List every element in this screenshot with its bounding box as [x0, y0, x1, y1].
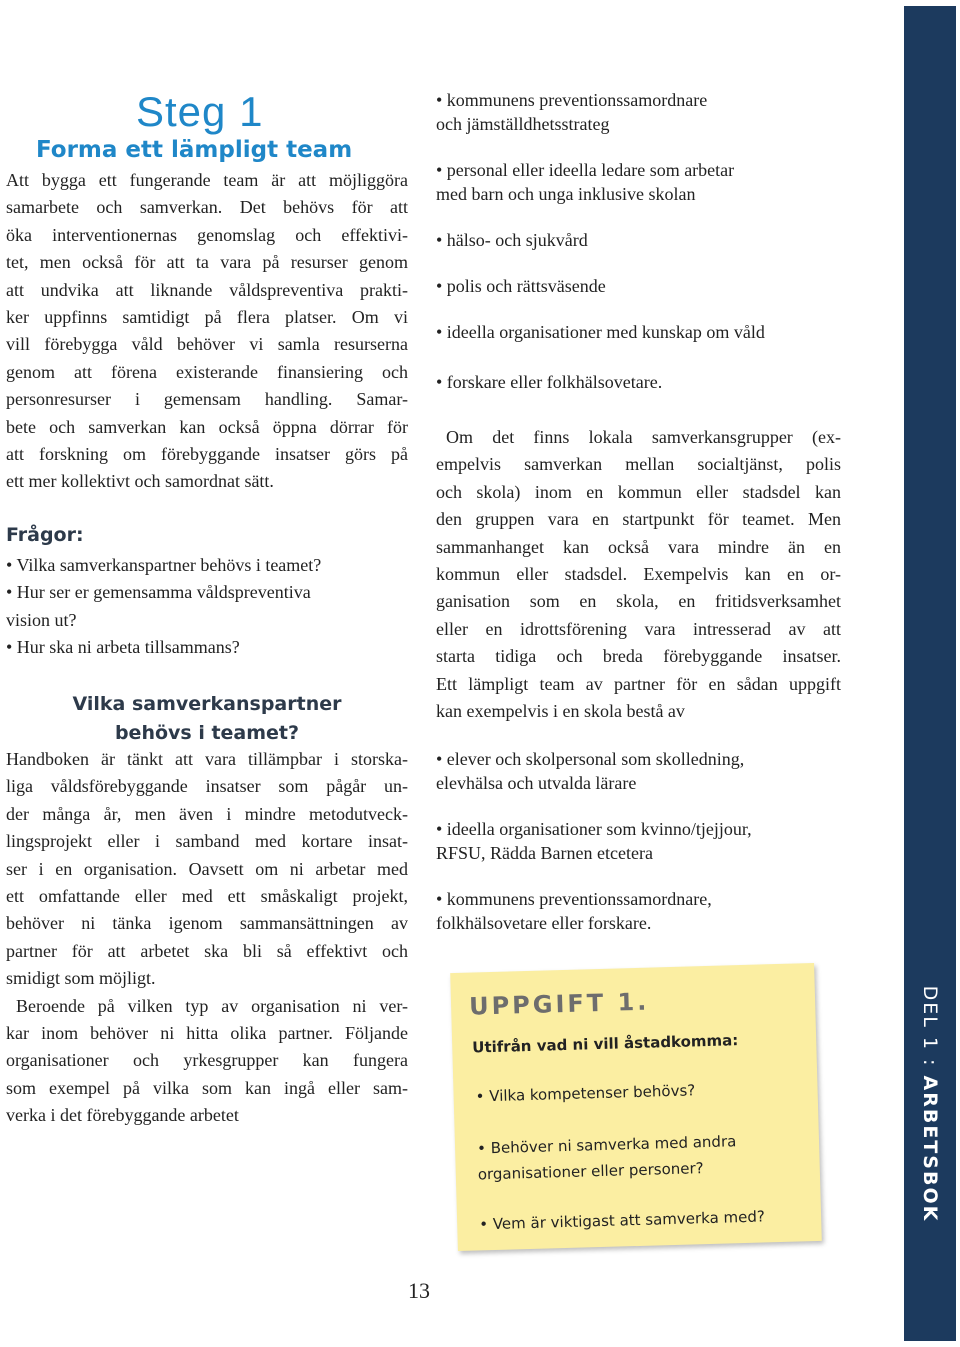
text-line: Handboken är tänkt att vara tillämpbar i storska-: [6, 749, 408, 769]
list-item-line: • ideella organisationer som kvinno/tjejjour,: [436, 819, 752, 839]
task-item: organisationer eller personer?: [477, 1159, 704, 1184]
list-item-line: • kommunens preventionssamordnare,: [436, 889, 712, 909]
partner-list-2: [436, 747, 846, 935]
text-line: starta tidiga och breda förebyggande insatser.: [436, 646, 841, 667]
page-number: 13: [408, 1278, 430, 1303]
list-item-line: med barn och unga inklusive skolan: [436, 184, 696, 204]
list-item: [436, 88, 846, 136]
question-item: vision ut?: [6, 609, 77, 630]
task-subtitle: Utifrån vad ni vill åstadkomma:: [472, 1031, 739, 1057]
local-groups-paragraph: [436, 424, 841, 725]
list-item: [436, 158, 846, 206]
text-line: bete och samverkan kan också öppna dörrar för: [6, 416, 408, 437]
text-line: sammanhanget kan också vara mindre än en: [436, 536, 841, 557]
partner-list-1: [436, 88, 846, 394]
text-line: kommun eller stadsdel. Exempelvis kan en or-: [436, 564, 841, 585]
list-item-line: • kommunens preventionssamordnare: [436, 90, 708, 110]
text-line: kan exempelvis i en skola bestå av: [436, 701, 685, 722]
task-item: • Behöver ni samverka med andra: [476, 1132, 737, 1158]
section-heading-line-1: Vilka samverkanspartner: [72, 693, 342, 715]
text-line: partner för att arbetet ska bli så effektivt och: [6, 940, 408, 961]
step-title: Steg 1: [136, 88, 264, 135]
text-line: liga våldsförebyggande insatser som pågår un-: [6, 776, 408, 797]
text-line: öka interventionernas genomslag och effektivi-: [6, 224, 408, 245]
list-item-line: • elever och skolpersonal som skolledning,: [436, 749, 745, 769]
text-line: som exempel på vilka som kan ingå eller sam-: [6, 1077, 408, 1098]
text-line: Beroende på vilken typ av organisation ni ver-: [16, 995, 408, 1016]
text-line: samarbete och samverkan. Det behövs för att: [6, 197, 408, 218]
list-item-line: • hälso- och sjukvård: [436, 230, 588, 250]
text-line: personresurser i gemensam handling. Samar-: [6, 389, 408, 410]
text-line: empelvis samverkan mellan socialtjänst, polis: [436, 454, 841, 475]
body-paragraph: [6, 746, 408, 1130]
task-item: • Vilka kompetenser behövs?: [475, 1081, 696, 1106]
text-line: tet, men också för att ta vara på resurser genom: [6, 252, 408, 273]
text-line: organisationer och yrkesgrupper kan fungera: [6, 1050, 408, 1071]
section-heading-line-2: behövs i teamet?: [114, 722, 300, 744]
text-line: att forskning om förebyggande insatser görs på: [6, 444, 408, 465]
text-line: ett mer kollektivt och samordnat sätt.: [6, 471, 274, 492]
sidebar-label: [919, 986, 941, 1223]
task-item: • Vem är viktigast att samverka med?: [478, 1207, 766, 1234]
text-line: eller en idrottsförening vara intresserad av att: [436, 618, 841, 639]
text-line: att undvika att liknande våldspreventiva prakti-: [6, 279, 408, 300]
text-line: lingsprojekt eller i samband med kortare insat-: [6, 831, 408, 852]
list-item: [436, 817, 846, 865]
question-item: • Hur ska ni arbeta tillsammans?: [6, 637, 240, 658]
list-item: [436, 320, 846, 344]
list-item-line: RFSU, Rädda Barnen etcetera: [436, 843, 653, 863]
text-line: ker uppfinns samtidigt på flera platser. Om vi: [6, 307, 408, 328]
section-heading: [6, 690, 408, 748]
questions-heading: Frågor:: [6, 524, 84, 546]
text-line: smidigt som möjligt.: [6, 968, 156, 989]
text-line: der många år, men även i mindre metodutveck-: [6, 803, 408, 824]
text-line: och skola) inom en kommun eller stadsdel kan: [436, 481, 841, 502]
list-item-line: och jämställdhetsstrateg: [436, 114, 610, 134]
question-item: • Vilka samverkanspartner behövs i teamet?: [6, 555, 322, 575]
text-line: behöver ni tänka igenom sammansättningen av: [6, 913, 408, 934]
sidebar-part: DEL 1 :: [919, 985, 941, 1068]
task-title: UPPGIFT 1.: [468, 987, 650, 1021]
step-subtitle: Forma ett lämpligt team: [36, 137, 353, 163]
list-item-line: folkhälsovetare eller forskare.: [436, 913, 652, 933]
text-line: vill förebygga våld behöver vi samla resurserna: [6, 334, 408, 355]
list-item-line: elevhälsa och utvalda lärare: [436, 773, 637, 793]
list-item-line: • ideella organisationer med kunskap om våld: [436, 322, 765, 342]
intro-paragraph: [6, 167, 408, 496]
text-line: ganisation som en skola, en fritidsverksamhet: [436, 591, 841, 612]
list-item: [436, 747, 846, 795]
text-line: Om det finns lokala samverkansgrupper (ex-: [446, 427, 841, 447]
text-line: Ett lämpligt team av partner för en sådan uppgift: [436, 673, 841, 694]
text-line: ett omfattande eller med ett småskaligt projekt,: [6, 886, 408, 907]
list-item: [436, 228, 846, 252]
list-item: [436, 274, 846, 298]
question-item: • Hur ser er gemensamma våldspreventiva: [6, 582, 311, 603]
task-note: [450, 963, 822, 1251]
text-line: Att bygga ett fungerande team är att möjliggöra: [6, 170, 408, 190]
text-line: verka i det förebyggande arbetet: [6, 1105, 239, 1126]
questions-list: [6, 552, 408, 662]
text-line: genom att förena existerande finansiering och: [6, 361, 408, 382]
list-item-line: • personal eller ideella ledare som arbetar: [436, 160, 735, 180]
text-line: den gruppen vara en startpunkt för teamet. Men: [436, 509, 841, 530]
text-line: kar inom behöver ni hitta olika partner. Följande: [6, 1023, 408, 1044]
list-item: [436, 370, 846, 394]
list-item: [436, 887, 846, 935]
text-line: ser i en organisation. Oavsett om ni arbetar med: [6, 858, 408, 879]
list-item-line: • forskare eller folkhälsovetare.: [436, 372, 663, 392]
list-item-line: • polis och rättsväsende: [436, 276, 606, 296]
sidebar-section-name: ARBETSBOK: [919, 1075, 941, 1223]
